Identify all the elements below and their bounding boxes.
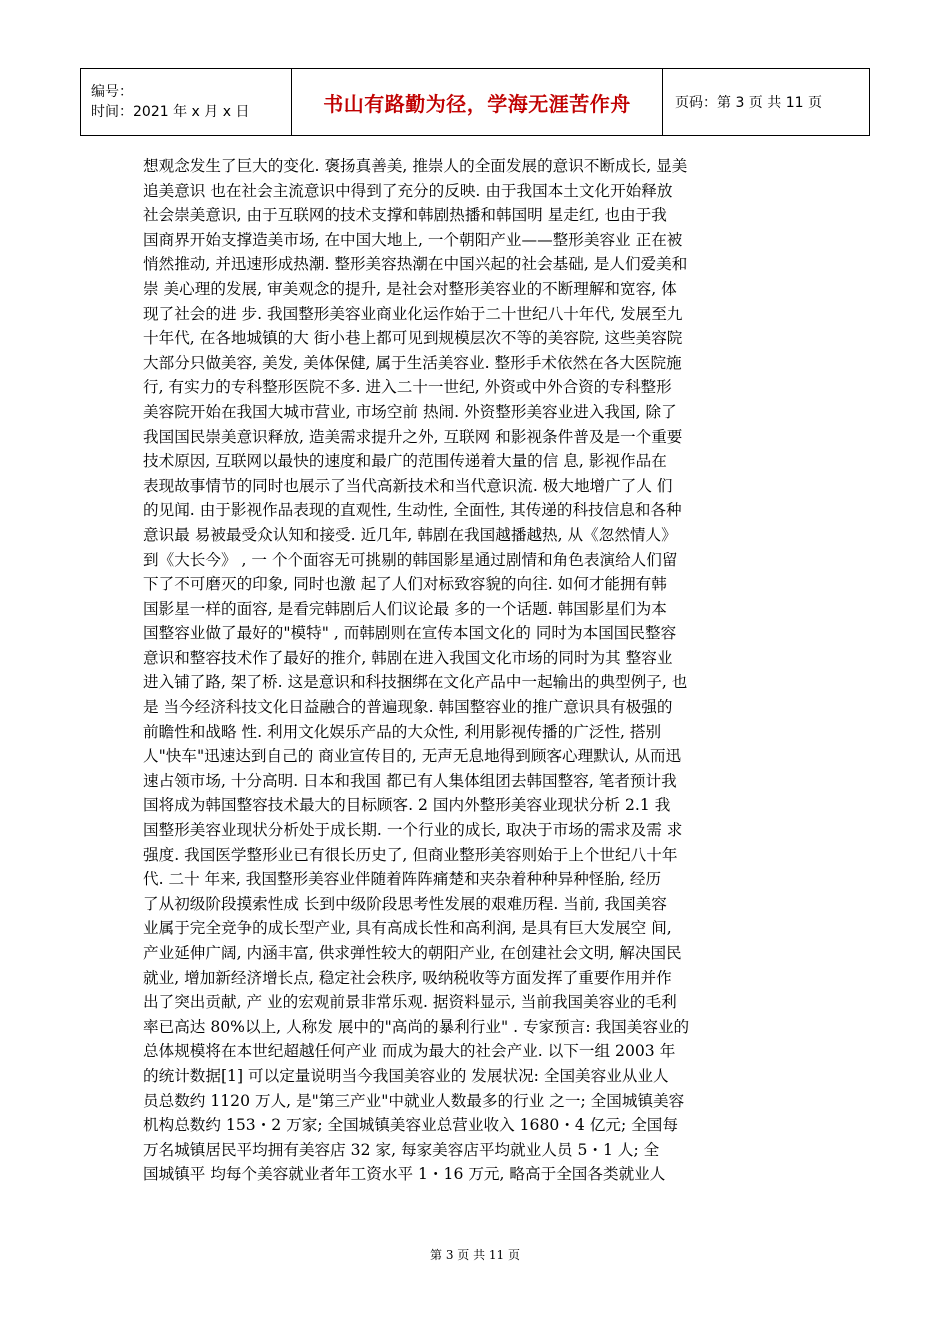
body-text-line: 意识最 易被最受众认知和接受. 近几年, 韩剧在我国越播越热, 从《忽然情人》 (143, 525, 677, 544)
body-text-line: 前瞻性和战略 性. 利用文化娱乐产品的大众性, 利用影视传播的广泛性, 搭别 (143, 722, 662, 741)
body-text-line: 到《大长今》 , 一 个个面容无可挑剔的韩国影星通过剧情和角色表演给人们留 (143, 550, 678, 569)
body-text-line: 万名城镇居民平均拥有美容店 32 家, 每家美容店平均就业人员 5・1 人; 全 (143, 1140, 660, 1159)
body-text-line: 了从初级阶段摸索性成 长到中级阶段思考性发展的艰难历程. 当前, 我国美容 (143, 894, 667, 913)
body-text-line: 想观念发生了巨大的变化. 褒扬真善美, 推崇人的全面发展的意识不断成长, 显美 (143, 157, 688, 175)
body-text-line: 技术原因, 互联网以最快的速度和最广的范围传递着大量的信 息, 影视作品在 (143, 452, 667, 471)
body-text-line: 出了突出贡献, 产 业的宏观前景非常乐观. 据资料显示, 当前我国美容业的毛利 (143, 993, 677, 1012)
header-page-number: 页码：第 3 页 共 11 页 (663, 69, 870, 136)
body-text (143, 154, 810, 1187)
body-text-line: 代. 二十 年来, 我国整形美容业伴随着阵阵痛楚和夹杂着种种异种怪胎, 经历 (143, 870, 662, 889)
header-meta (81, 69, 292, 136)
page-footer: 第 3 页 共 11 页 (430, 1248, 520, 1262)
body-text-line: 的见闻. 由于影视作品表现的直观性, 生动性, 全面性, 其传递的科技信息和各种 (143, 501, 682, 520)
body-text-line: 就业, 增加新经济增长点, 稳定社会秩序, 吸纳税收等方面发挥了重要作用并作 (143, 968, 672, 987)
body-text-line: 我国国民崇美意识释放, 造美需求提升之外, 互联网 和影视条件普及是一个重要 (143, 427, 683, 446)
body-text-line: 国城镇平 均每个美容就业者年工资水平 1・16 万元, 略高于全国各类就业人 (143, 1165, 666, 1184)
body-text-line: 美容院开始在我国大城市营业, 市场空前 热闹. 外资整形美容业进入我国, 除了 (143, 402, 677, 421)
body-text-line: 悄然推动, 并迅速形成热潮. 整形美容热潮在中国兴起的社会基础, 是人们爱美和 (143, 255, 688, 274)
body-text-line: 员总数约 1120 万人, 是"第三产业"中就业人数最多的行业 之一; 全国城镇美容 (143, 1091, 685, 1110)
body-text-line: 下了不可磨灭的印象, 同时也激 起了人们对标致容貌的向往. 如何才能拥有韩 (143, 575, 667, 594)
body-text-line: 总体规模将在本世纪超越任何产业 而成为最大的社会产业. 以下一组 2003 年 (143, 1042, 676, 1061)
body-text-line: 率已高达 80%以上, 人称发 展中的"高尚的暴利行业" . 专家预言: 我国美容业的 (143, 1017, 690, 1036)
body-text-line: 表现故事情节的同时也展示了当代高新技术和当代意识流. 极大地增广了人 们 (143, 476, 673, 495)
body-text-line: 产业延伸广阔, 内涵丰富, 供求弹性较大的朝阳产业, 在创建社会文明, 解决国民 (143, 944, 682, 962)
header-motto: 书山有路勤为径，学海无涯苦作舟 (292, 69, 663, 136)
body-text-line: 国影星一样的面容, 是看完韩剧后人们议论最 多的一个话题. 韩国影星们为本 (143, 599, 667, 618)
body-text-line: 国整容业做了最好的"模特" , 而韩剧则在宣传本国文化的 同时为本国国民整容 (143, 624, 677, 643)
body-text-line: 强度. 我国医学整形业已有很长历史了, 但商业整形美容则始于上个世纪八十年 (143, 845, 678, 864)
body-text-line: 国商界开始支撑造美市场, 在中国大地上, 一个朝阳产业——整形美容业 正在被 (143, 230, 683, 249)
body-text-line: 行, 有实力的专科整形医院不多. 进入二十一世纪, 外资或中外合资的专科整形 (143, 378, 672, 397)
body-text-line: 的统计数据[1] 可以定量说明当今我国美容业的 发展状况: 全国美容业从业人 (143, 1066, 669, 1085)
body-text-line: 人"快车"迅速达到自己的 商业宣传目的, 无声无息地得到顾客心理默认, 从而迅 (143, 747, 682, 766)
body-text-line: 社会崇美意识, 由于互联网的技术支撑和韩剧热播和韩国明 星走红, 也由于我 (143, 206, 667, 225)
body-text-line: 追美意识 也在社会主流意识中得到了充分的反映. 由于我国本土文化开始释放 (143, 181, 673, 200)
body-text-line: 进入铺了路, 架了桥. 这是意识和科技捆绑在文化产品中一起输出的典型例子, 也 (143, 673, 688, 692)
body-text-line: 是 当今经济科技文化日益融合的普遍现象. 韩国整容业的推广意识具有极强的 (143, 698, 673, 717)
body-text-line: 业属于完全竞争的成长型产业, 具有高成长性和高利润, 是具有巨大发展空 间, (143, 919, 672, 938)
body-text-line: 大部分只做美容, 美发, 美体保健, 属于生活美容业. 整形手术依然在各大医院施 (143, 353, 682, 372)
body-text-line: 崇 美心理的发展, 审美观念的提升, 是社会对整形美容业的不断理解和宽容, 体 (143, 279, 677, 298)
body-text-line: 机构总数约 153・2 万家; 全国城镇美容业总营业收入 1680・4 亿元; 全国每 (143, 1116, 678, 1135)
document-date-label: 时间：2021 年 x 月 x 日 (91, 104, 250, 120)
body-text-line: 速占领市场, 十分高明. 日本和我国 都已有人集体组团去韩国整容, 笔者预计我 (143, 771, 677, 790)
page-header (80, 68, 870, 136)
body-text-line: 国整形美容业现状分析处于成长期. 一个行业的成长, 取决于市场的需求及需 求 (143, 821, 683, 840)
body-text-line: 十年代, 在各地城镇的大 街小巷上都可见到规模层次不等的美容院, 这些美容院 (143, 329, 683, 348)
body-text-line: 意识和整容技术作了最好的推介, 韩剧在进入我国文化市场的同时为其 整容业 (143, 648, 673, 667)
body-text-line: 国将成为韩国整容技术最大的目标顾客. 2 国内外整形美容业现状分析 2.1 我 (143, 796, 671, 815)
body-text-line: 现了社会的进 步. 我国整形美容业商业化运作始于二十世纪八十年代, 发展至九 (143, 304, 683, 323)
document-number-label: 编号： (91, 84, 133, 100)
